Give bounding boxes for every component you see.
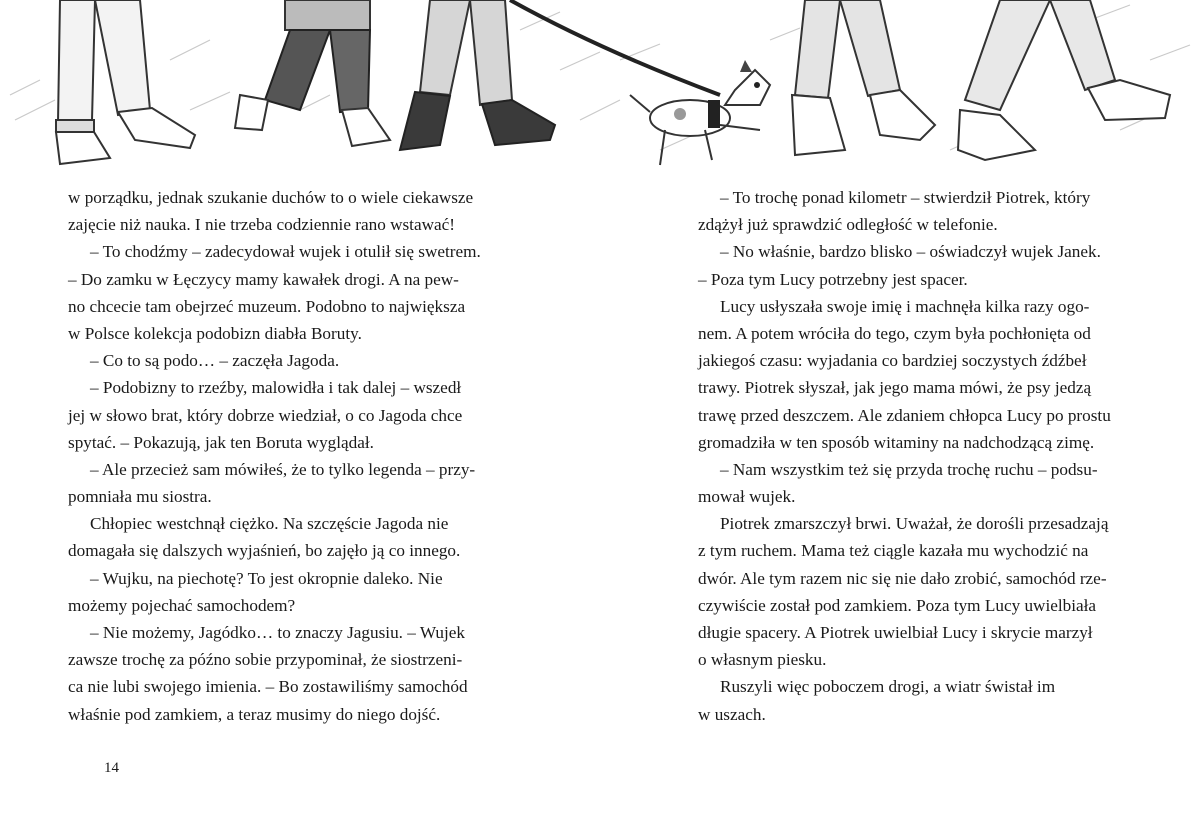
walker-1 [56,0,195,164]
text-line: czywiście został pod zamkiem. Poza tym Lucy uwielbiała [698,595,1097,615]
text-line: mował wujek. [698,487,796,507]
text-line: zdążył już sprawdzić odległość w telefonie. [698,215,998,235]
text-line: – Wujku, na piechotę? To jest okropnie daleko. Nie [90,568,443,588]
text-line: nem. A potem wróciła do tego, czym była pochłonięta od [698,323,1091,343]
text-line: w porządku, jednak szukanie duchów to o wiele ciekawsze [68,188,474,207]
text-line: – Podobizny to rzeźby, malowidła i tak dalej – wszedł [90,378,462,398]
text-line: – Nam wszystkim też się przyda trochę ruchu – podsu- [720,459,1098,479]
text-line: domagała się dalszych wyjaśnień, bo zajęło ją co innego. [68,541,461,561]
text-line: zajęcie niż nauka. I nie trzeba codziennie rano wstawać! [68,215,455,235]
text-line: możemy pojechać samochodem? [68,595,296,615]
text-line: – Nie możemy, Jagódko… to znaczy Jagusiu. – Wujek [90,623,465,642]
text-line: ca nie lubi swojego imienia. – Bo zostawiliśmy samochód [68,677,468,697]
text-line: jakiegoś czasu: wyjadania co bardziej soczystych źdźbeł [698,351,1087,371]
left-column-text [68,184,504,728]
walker-4 [792,0,935,155]
walker-2 [235,0,390,146]
walker-5 [958,0,1170,160]
text-line: no chcecie tam obejrzeć muzeum. Podobno to największa [68,296,466,316]
page-number: 14 [104,760,119,776]
right-column-text [698,184,1143,728]
walker-3 [400,0,555,150]
text-line: – Co to są podo… – zaczęła Jagoda. [90,351,340,371]
text-line: jej w słowo brat, który dobrze wiedział, o co Jagoda chce [68,405,463,425]
text-line: gromadziła w ten sposób witaminy na nadchodzącą zimę. [698,432,1095,452]
walking-people-with-dog-icon [0,0,1200,180]
text-line: o własnym piesku. [698,650,827,670]
text-line: w uszach. [698,704,766,724]
text-line: trawę przed deszczem. Ale zdaniem chłopca Lucy po prostu [698,405,1111,425]
text-line: Ruszyli więc poboczem drogi, a wiatr świstał im [720,677,1056,697]
text-line: Lucy usłyszała swoje imię i machnęła kilka razy ogo- [720,296,1090,316]
dog-lucy [630,60,770,165]
text-line: właśnie pod zamkiem, a teraz musimy do niego dojść. [68,704,441,724]
text-line: zawsze trochę za późno sobie przypominał, że siostrzeni- [68,650,463,670]
text-line: – To chodźmy – zadecydował wujek i otulił się swetrem. [90,242,481,262]
text-line: – Ale przecież sam mówiłeś, że to tylko legenda – przy- [90,459,476,479]
text-line: spytać. – Pokazują, jak ten Boruta wyglądał. [68,432,374,452]
text-line: dwór. Ale tym razem nic się nie dało zrobić, samochód rze- [698,568,1107,588]
text-line: – Poza tym Lucy potrzebny jest spacer. [698,269,968,289]
text-line: Chłopiec westchnął ciężko. Na szczęście Jagoda nie [90,514,449,534]
text-line: trawy. Piotrek słyszał, jak jego mama mówi, że psy jedzą [698,378,1092,398]
text-line: – No właśnie, bardzo blisko – oświadczył wujek Janek. [720,242,1101,262]
text-line: w Polsce kolekcja podobizn diabła Boruty. [68,323,362,343]
text-line: z tym ruchem. Mama też ciągle kazała mu wychodzić na [698,541,1089,561]
leash [510,0,720,95]
text-line: Piotrek zmarszczył brwi. Uważał, że dorośli przesadzają [720,514,1109,534]
text-line: – Do zamku w Łęczycy mamy kawałek drogi. A na pew- [68,269,459,289]
text-line: – To trochę ponad kilometr – stwierdził Piotrek, który [720,188,1091,207]
text-line: pomniała mu siostra. [68,487,212,507]
text-line: długie spacery. A Piotrek uwielbiał Lucy i skrycie marzył [698,623,1093,642]
